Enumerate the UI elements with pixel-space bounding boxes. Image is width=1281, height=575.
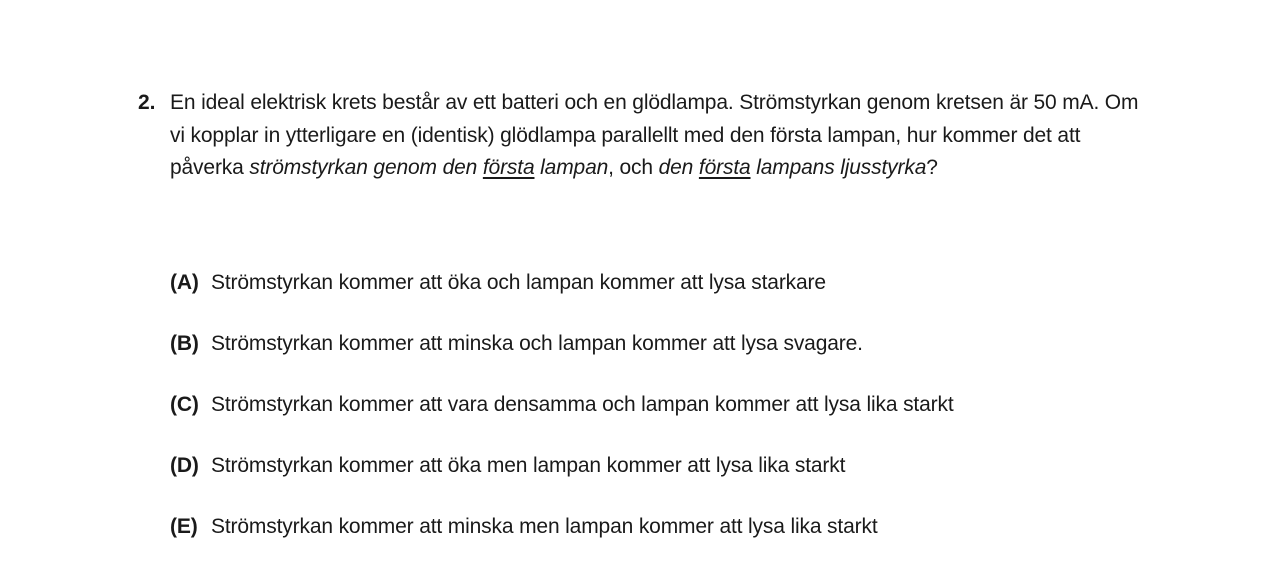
- emphasis-brightness-b: lampans ljusstyrka: [750, 156, 927, 179]
- emphasis-current-underlined: första: [482, 156, 535, 179]
- emphasis-brightness-underlined: första: [698, 156, 751, 179]
- answer-option-d[interactable]: [170, 450, 1170, 511]
- emphasis-current-a: strömstyrkan genom den: [249, 156, 483, 179]
- option-letter: (B): [170, 332, 199, 355]
- question-text-part1: En ideal elektrisk krets består av ett batteri och en glödlampa. Strömstyrkan genom kretsen är 50 mA. Om vi kopplar in ytterligare en (identisk) glödlampa parallellt med den första lampan, hur kommer det att påverka: [170, 91, 1139, 179]
- option-letter: (D): [170, 454, 199, 477]
- question-block: [138, 87, 1148, 185]
- emphasis-brightness-a: den: [658, 156, 699, 179]
- option-text: Strömstyrkan kommer att vara densamma och lampan kommer att lysa lika starkt: [211, 393, 954, 416]
- question-emphasis-current: [249, 156, 608, 179]
- question-text: [170, 87, 1148, 185]
- option-text: Strömstyrkan kommer att öka och lampan kommer att lysa starkare: [211, 271, 826, 294]
- answer-option-c[interactable]: [170, 389, 1170, 450]
- question-number: 2.: [138, 91, 156, 114]
- answer-option-b[interactable]: [170, 328, 1170, 389]
- answer-option-e[interactable]: [170, 511, 1170, 572]
- emphasis-current-b: lampan: [534, 156, 609, 179]
- option-text: Strömstyrkan kommer att öka men lampan kommer att lysa lika starkt: [211, 454, 846, 477]
- option-text: Strömstyrkan kommer att minska och lampan kommer att lysa svagare.: [211, 332, 863, 355]
- question-emphasis-brightness: [659, 156, 927, 179]
- option-text: Strömstyrkan kommer att minska men lampan kommer att lysa lika starkt: [211, 515, 878, 538]
- answer-option-a[interactable]: [170, 267, 1170, 328]
- option-letter: (E): [170, 515, 198, 538]
- option-letter: (A): [170, 271, 199, 294]
- question-text-end: ?: [926, 156, 938, 179]
- option-letter: (C): [170, 393, 199, 416]
- answer-options: [170, 267, 1170, 572]
- question-text-part2: , och: [608, 156, 659, 179]
